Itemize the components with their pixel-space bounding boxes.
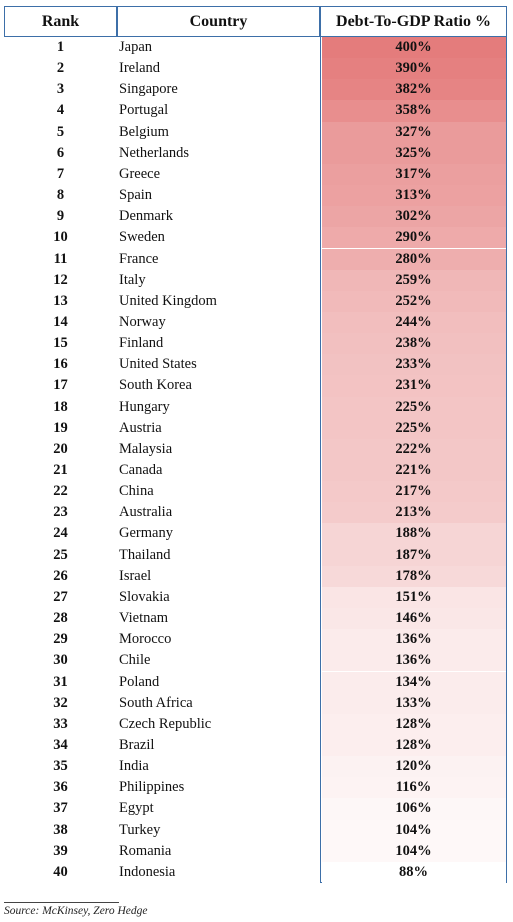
table-row — [4, 312, 507, 333]
table-row — [4, 227, 507, 248]
ratio-cell: 327% — [322, 122, 506, 143]
table-row — [4, 439, 507, 460]
ratio-cell: 128% — [322, 735, 506, 756]
table-row — [4, 629, 507, 650]
country-cell: Malaysia — [119, 440, 173, 457]
country-cell: South Africa — [119, 694, 193, 711]
country-cell: Morocco — [119, 631, 172, 648]
ratio-cell: 133% — [322, 693, 506, 714]
rank-cell: 22 — [53, 483, 68, 500]
rank-cell: 10 — [53, 229, 68, 246]
table-row — [4, 291, 507, 312]
table-row — [4, 650, 507, 671]
ratio-cell: 225% — [322, 418, 506, 439]
rank-cell: 13 — [53, 292, 68, 309]
header-country: Country — [117, 6, 320, 37]
ratio-cell: 313% — [322, 185, 506, 206]
country-cell: Turkey — [119, 821, 161, 838]
ratio-cell: 400% — [322, 37, 506, 58]
country-cell: Hungary — [119, 398, 170, 415]
table-row — [4, 672, 507, 693]
country-cell: Greece — [119, 165, 161, 182]
country-cell: Chile — [119, 652, 151, 669]
table-row — [4, 270, 507, 291]
ratio-cell: 136% — [322, 629, 506, 650]
country-cell: Portugal — [119, 102, 169, 119]
table-row — [4, 143, 507, 164]
table-row — [4, 79, 507, 100]
source-divider — [4, 902, 119, 903]
rank-cell: 34 — [53, 736, 68, 753]
country-cell: Sweden — [119, 229, 165, 246]
country-cell: Japan — [119, 39, 153, 55]
rank-cell: 12 — [53, 271, 68, 288]
table-row — [4, 481, 507, 502]
rank-cell: 7 — [56, 165, 65, 182]
table-row — [4, 798, 507, 819]
table-row — [4, 58, 507, 79]
ratio-cell: 302% — [322, 206, 506, 227]
ratio-cell: 88% — [322, 862, 506, 883]
ratio-cell: 325% — [322, 143, 506, 164]
ratio-cell: 151% — [322, 587, 506, 608]
rank-cell: 27 — [53, 588, 68, 605]
ratio-cell: 259% — [322, 270, 506, 291]
rank-cell: 37 — [53, 800, 68, 817]
country-cell: Romania — [119, 842, 172, 859]
rank-cell: 28 — [53, 610, 68, 627]
ratio-cell: 106% — [322, 798, 506, 819]
rank-cell: 1 — [56, 39, 65, 55]
rank-cell: 39 — [53, 842, 68, 859]
country-cell: Belgium — [119, 123, 169, 140]
country-cell: Norway — [119, 313, 166, 330]
ratio-cell: 104% — [322, 820, 506, 841]
ratio-cell: 187% — [322, 545, 506, 566]
ratio-cell: 104% — [322, 841, 506, 862]
rank-cell: 3 — [56, 81, 65, 98]
table-row — [4, 523, 507, 544]
country-cell: Indonesia — [119, 863, 176, 880]
country-cell: Israel — [119, 567, 152, 584]
rank-cell: 9 — [56, 208, 65, 225]
ratio-cell: 280% — [322, 249, 506, 270]
ratio-cell: 233% — [322, 354, 506, 375]
country-cell: Spain — [119, 187, 153, 204]
table-row — [4, 545, 507, 566]
ratio-cell: 244% — [322, 312, 506, 333]
rank-cell: 20 — [53, 440, 68, 457]
table-row — [4, 185, 507, 206]
rank-cell: 30 — [53, 652, 68, 669]
country-cell: Singapore — [119, 81, 178, 98]
ratio-cell: 116% — [322, 777, 506, 798]
rank-cell: 40 — [53, 863, 68, 880]
ratio-cell: 317% — [322, 164, 506, 185]
rank-cell: 11 — [53, 250, 68, 267]
table-row — [4, 735, 507, 756]
country-cell: Egypt — [119, 800, 154, 817]
rank-cell: 38 — [53, 821, 68, 838]
country-cell: Germany — [119, 525, 173, 542]
table-row — [4, 587, 507, 608]
rank-cell: 17 — [53, 377, 68, 394]
table-row — [4, 777, 507, 798]
country-cell: China — [119, 483, 154, 500]
ratio-cell: 134% — [322, 672, 506, 693]
table-row — [4, 418, 507, 439]
country-cell: Vietnam — [119, 610, 169, 627]
rank-cell: 33 — [53, 715, 68, 732]
table-row — [4, 714, 507, 735]
ratio-cell: 217% — [322, 481, 506, 502]
ratio-cell: 238% — [322, 333, 506, 354]
country-cell: United States — [119, 356, 197, 373]
ratio-cell: 213% — [322, 502, 506, 523]
table-row — [4, 502, 507, 523]
country-cell: Poland — [119, 673, 160, 690]
ratio-cell: 382% — [322, 79, 506, 100]
rank-cell: 32 — [53, 694, 68, 711]
country-cell: Ireland — [119, 60, 161, 77]
table-row — [4, 756, 507, 777]
country-cell: Brazil — [119, 736, 155, 753]
country-cell: Austria — [119, 419, 162, 436]
table-row — [4, 249, 507, 270]
rank-cell: 25 — [53, 546, 68, 563]
table-row — [4, 820, 507, 841]
table-row — [4, 37, 507, 58]
country-cell: Netherlands — [119, 144, 190, 161]
country-cell: Denmark — [119, 208, 173, 225]
table-row — [4, 608, 507, 629]
table-row — [4, 122, 507, 143]
ratio-cell: 222% — [322, 439, 506, 460]
country-cell: Slovakia — [119, 588, 170, 605]
source-note: Source: McKinsey, Zero Hedge — [4, 905, 148, 917]
country-cell: Italy — [119, 271, 146, 288]
rank-cell: 26 — [53, 567, 68, 584]
rank-cell: 36 — [53, 779, 68, 796]
ratio-cell: 358% — [322, 100, 506, 121]
rank-cell: 29 — [53, 631, 68, 648]
rank-cell: 31 — [53, 673, 68, 690]
country-cell: Canada — [119, 462, 163, 478]
rank-cell: 24 — [53, 525, 68, 542]
rank-cell: 14 — [53, 313, 68, 330]
country-cell: Thailand — [119, 546, 171, 563]
rank-cell: 16 — [53, 356, 68, 373]
country-cell: India — [119, 758, 149, 775]
table-row — [4, 841, 507, 862]
ratio-cell: 146% — [322, 608, 506, 629]
country-cell: Czech Republic — [119, 715, 212, 732]
country-cell: Finland — [119, 335, 164, 352]
table-row — [4, 354, 507, 375]
rank-cell: 21 — [53, 462, 68, 478]
table-row — [4, 164, 507, 185]
rank-cell: 19 — [53, 419, 68, 436]
ratio-cell: 252% — [322, 291, 506, 312]
table-row — [4, 693, 507, 714]
table-row — [4, 397, 507, 418]
ratio-cell: 390% — [322, 58, 506, 79]
ratio-cell: 120% — [322, 756, 506, 777]
ratio-cell: 136% — [322, 650, 506, 671]
rank-cell: 15 — [53, 335, 68, 352]
table-row — [4, 862, 507, 883]
ratio-cell: 178% — [322, 566, 506, 587]
country-cell: Philippines — [119, 779, 185, 796]
country-cell: United Kingdom — [119, 292, 217, 309]
table-row — [4, 100, 507, 121]
table-row — [4, 375, 507, 396]
rank-cell: 2 — [56, 60, 65, 77]
table-row — [4, 566, 507, 587]
country-cell: France — [119, 250, 159, 267]
ratio-cell: 225% — [322, 397, 506, 418]
country-cell: South Korea — [119, 377, 192, 394]
rank-cell: 8 — [56, 187, 65, 204]
rank-cell: 5 — [56, 123, 65, 140]
ratio-cell: 128% — [322, 714, 506, 735]
rank-cell: 4 — [56, 102, 65, 119]
rank-cell: 18 — [53, 398, 68, 415]
header-ratio: Debt-To-GDP Ratio % — [320, 6, 507, 37]
table-row — [4, 206, 507, 227]
ratio-cell: 231% — [322, 375, 506, 396]
table-row — [4, 460, 507, 481]
rank-cell: 6 — [56, 144, 65, 161]
ratio-cell: 221% — [322, 460, 506, 481]
ratio-cell: 188% — [322, 523, 506, 544]
rank-cell: 23 — [53, 504, 68, 521]
country-cell: Australia — [119, 504, 173, 521]
table-row — [4, 333, 507, 354]
ratio-cell: 290% — [322, 227, 506, 248]
rank-cell: 35 — [53, 758, 68, 775]
header-rank: Rank — [4, 6, 117, 37]
